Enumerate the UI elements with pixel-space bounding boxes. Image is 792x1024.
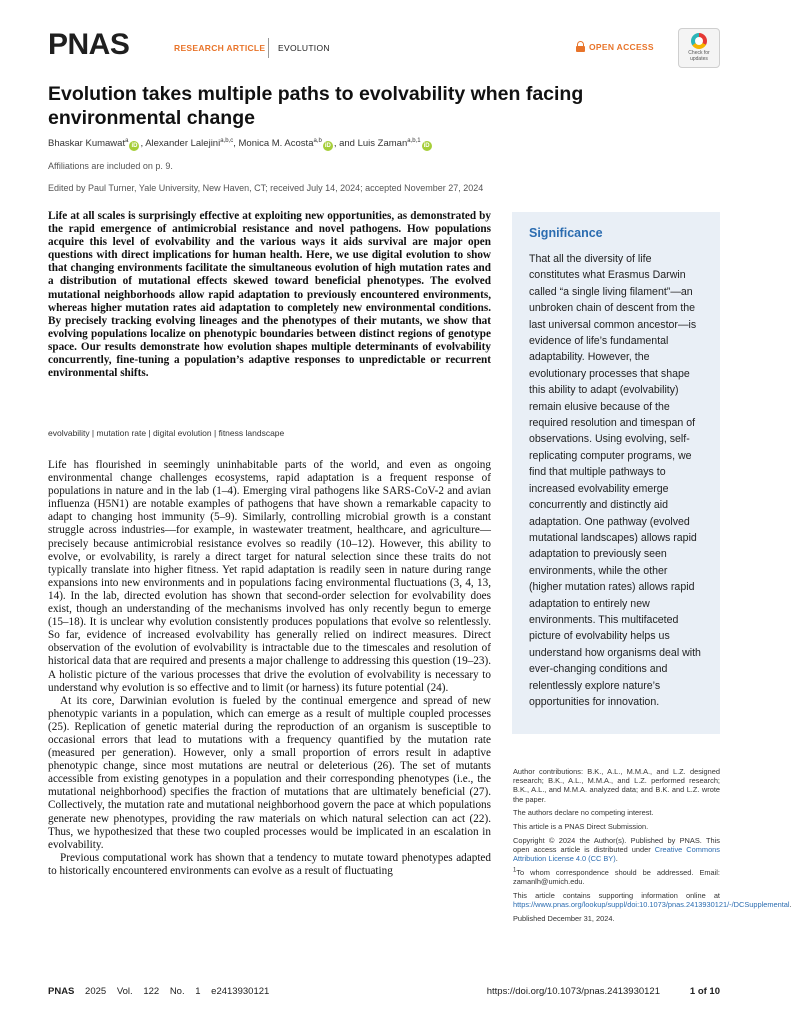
supporting-end: . [789, 900, 792, 910]
crossmark-icon [691, 33, 707, 49]
author-name[interactable]: Monica M. Acosta [238, 138, 314, 149]
abstract: Life at all scales is surprisingly effective at exploiting new opportunities, as demonstrated by the rapid emergence of antimicrobial resistance and novel pathogens. How populations acquire this level of evolvability and the various ways it aids survival are major open questions with direct implications for human health. Here, we use digital evolution to show that changing environments facilitate the simultaneous evolution of high mutation rates and a distribution of mutational effects skewed toward beneficial phenotypes. The evolved mutational neighborhoods allow rapid adaptation to previously encountered environments, whereas higher mutation rates aid adaptation to completely new environmental conditions. By precisely tracking evolving lineages and the phenotypes of their mutants, we show that evolving populations localize on phenotypic boundaries between distinct regions of genotype space. Our results demonstrate how evolution shapes multiple determinants of evolvability concurrently, fine-tuning a population’s adaptive responses to unpredictable or recurrent environmental shifts. [48, 210, 491, 380]
author-name[interactable]: Alexander Lalejini [145, 138, 221, 149]
significance-text: That all the diversity of life constitutes what Erasmus Darwin called “a single living filament”—an unbroken chain of descent from the last universal common ancestor—is evidence of life’s fundamental adaptability. However, the evolutionary processes that shape this ability to adapt (evolvability) remain elusive because of the required resolution and timespan of observations. Using evolving, self-replicating computer programs, we find that multiple pathways to increased evolvability emerge concurrently and distinctly aid adaptation. One pathway (evolved mutational landscapes) allows rapid adaptation to previously seen environments, while the other (higher mutation rates) allows rapid adaptation to entirely new environments. This multifaceted picture of evolvability helps us understand how organisms deal with ever-changing conditions and relentlessly explore nature’s opportunities for innovation. [529, 253, 701, 708]
pnas-logo: PNAS [48, 28, 130, 61]
author-contributions: Author contributions: B.K., A.L., M.M.A., and L.Z. designed research; B.K., A.L., M.M.A., and L.Z. performed research; B.K., A.L., and M.M.A. analyzed data; and B.K. and L.Z. wrote the paper. [513, 767, 720, 804]
article-title: Evolution takes multiple paths to evolvability when facing environmental change [48, 83, 584, 129]
supporting-link[interactable]: https://www.pnas.org/lookup/suppl/doi:10.1073/pnas.2413930121/-/DCSupplemental [513, 900, 790, 910]
author-separator: , [140, 138, 146, 149]
body-paragraph: Previous computational work has shown that a tendency to mutate toward phenotypes adapted to historically encountered environments can evolve as a result of fluctuating [48, 851, 491, 877]
copyright-text: Copyright © 2024 the Author(s). Published by PNAS. This open access article is distributed under [513, 836, 720, 855]
page-number: 1 of 10 [689, 986, 720, 997]
author-affiliation-marker: a,b,c [220, 137, 234, 144]
header-divider [268, 38, 269, 58]
article-type-label: RESEARCH ARTICLE [174, 43, 266, 53]
author-name[interactable]: Bhaskar Kumawat [48, 138, 126, 149]
check-for-updates-button[interactable] [678, 28, 720, 68]
page-footer [48, 986, 720, 1000]
keywords: evolvability | mutation rate | digital evolution | fitness landscape [48, 428, 285, 438]
competing-interest: The authors declare no competing interest. [513, 808, 654, 818]
correspondence-text: To whom correspondence should be addressed. Email: zamanlh@umich.edu. [513, 868, 720, 887]
correspondence-note [513, 868, 720, 886]
author-affiliation-marker: a [125, 137, 129, 144]
footer-number: No. 1 [169, 986, 201, 997]
author-separator: , [233, 138, 239, 149]
author-affiliation-marker: a,b [313, 137, 322, 144]
orcid-icon[interactable]: iD [423, 143, 430, 149]
significance-box [512, 212, 720, 734]
article-metadata [513, 767, 792, 928]
author-name[interactable]: Luis Zaman [357, 138, 408, 149]
body-paragraph: Life has flourished in seemingly uninhabitable parts of the world, and even as ongoing environmental change challenges ecosystems, rapid adaptation is a frequent response of populations in nature and in the lab (1–4). Emerging viral pathogens like SARS-CoV-2 and avian influenza (H5N1) are notable examples of pathogens that have shown a remarkable capacity to adapt to changing host immunity (5–9). Similarly, controlling microbial growth is a constant struggle across industries—for example, in wastewater treatment, healthcare, and agriculture—precisely because antimicrobial resistance evolves so readily (10–12). However, this ability to evolve, or evolvability, is rarely a direct target for natural selection since these traits do not typically translate into higher fitness. Yet rapid adaptation is readily seen in nature during range expansions into new environments and in populations facing environmental fluctuations (3, 4, 13, 14). In the lab, directed evolution has shown that second-order selection for evolvability does exist, though an understanding of the mechanisms involved has only recently begun to emerge (15–18). It is unclear why evolution consistently produces populations that evolve so relentlessly. So far, evidence of increased evolvability has generally relied on indirect measures. Direct observation of the evolution of evolvability is intractable due to the timescales and resolution of historical data that are required and presents a major challenge to addressing this question (19–23). A holistic picture of the various processes that drive the evolution of evolvability is necessary to understand why evolution is so effective and to limit (or harness) its future potential (24). [48, 459, 491, 694]
journal-header [48, 28, 720, 68]
doi-link[interactable]: https://doi.org/10.1073/pnas.2413930121 [486, 986, 660, 997]
author-list [48, 137, 720, 151]
footer-volume: Vol. 122 [116, 986, 160, 997]
body-text [48, 459, 491, 878]
submission-type: This article is a PNAS Direct Submission. [513, 822, 649, 832]
footer-journal: PNAS [48, 986, 75, 997]
author-affiliation-marker: a,b,1 [407, 137, 421, 144]
correspondence-marker: 1 [513, 867, 517, 874]
check-for-updates-label: Check for updates [688, 50, 710, 62]
orcid-icon[interactable]: iD [324, 143, 331, 149]
orcid-icon[interactable]: iD [131, 143, 138, 149]
footer-year: 2025 [85, 986, 107, 997]
body-paragraph: At its core, Darwinian evolution is fueled by the continual emergence and spread of new phenotypic variants in a population, which can emerge as a result of multiple coupled processes (25). Replication of genetic material during the reproduction of an organism is susceptible to occasional errors that lead to mutations with a frequency quantified by the mutation rate (measured per generation). However, only a small proportion of errors result in adaptive phenotypic change, since most mutations are neutral or deleterious (26). The set of mutants accessible from existing genotypes in a population and their corresponding phenotypes (i.e., the mutational neighborhood) specifies the fraction of mutations that are ultimately beneficial (27). Collectively, the mutation rate and mutational neighborhood govern the pace at which populations generate new phenotypes, providing the raw materials on which natural selection can act (22). Thus, we hypothesized that these two coupled processes would be implicated in an escalation in evolvability. [48, 694, 491, 851]
citation-line [48, 986, 269, 997]
affiliations-note: Affiliations are included on p. 9. [48, 161, 173, 171]
supporting-text: This article contains supporting information online at [513, 891, 720, 901]
lock-open-icon [576, 41, 585, 52]
published-date: Published December 31, 2024. [513, 914, 615, 924]
section-label: EVOLUTION [278, 43, 330, 53]
open-access-label: OPEN ACCESS [589, 41, 654, 52]
author-separator: , and [333, 138, 358, 149]
open-access-badge[interactable] [576, 41, 654, 52]
license-link[interactable]: Creative Commons Attribution License 4.0 (CC BY) [513, 845, 720, 864]
editor-dates-line: Edited by Paul Turner, Yale University, New Haven, CT; received July 14, 2024; accepted November 27, 2024 [48, 183, 484, 193]
copyright-notice [513, 836, 720, 864]
copyright-end: . [615, 854, 618, 864]
footer-article-id: e2413930121 [211, 986, 270, 997]
supporting-info [513, 891, 792, 910]
significance-title: Significance [529, 226, 603, 240]
